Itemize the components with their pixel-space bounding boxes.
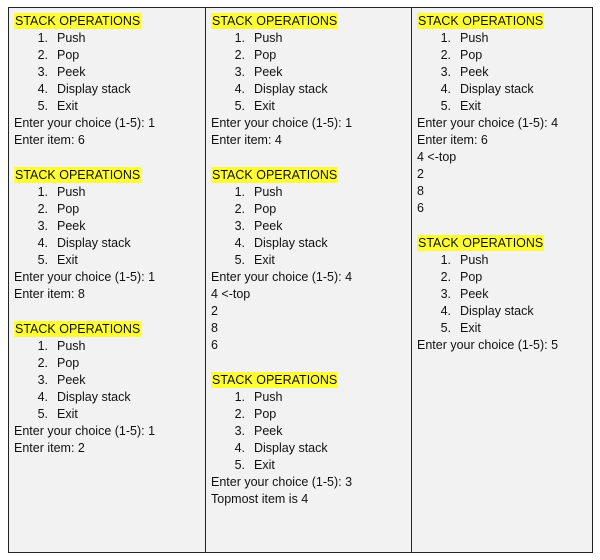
output-column-3: [411, 8, 592, 552]
menu-item: [417, 30, 587, 47]
menu-item-label: Exit: [57, 99, 78, 113]
output-line: Enter item: 4: [211, 133, 282, 147]
menu-item-number: 1.: [37, 185, 48, 199]
menu-item: [417, 47, 587, 64]
menu-item-number: 4.: [37, 390, 48, 404]
menu-item-number: 5.: [37, 99, 48, 113]
menu-item-label: Display stack: [254, 82, 328, 96]
menu-item-number: 4.: [234, 441, 245, 455]
menu-item-label: Push: [460, 253, 489, 267]
menu-item-label: Pop: [254, 48, 277, 62]
menu-item: [14, 355, 200, 372]
menu-title: STACK OPERATIONS: [212, 14, 338, 28]
output-line: 8: [211, 321, 218, 335]
menu-item: [14, 81, 200, 98]
menu-item-label: Exit: [254, 458, 275, 472]
output-line: 4 <-top: [211, 287, 251, 301]
menu-item: [14, 406, 200, 423]
menu-title: STACK OPERATIONS: [15, 168, 141, 182]
menu-item-number: 1.: [440, 31, 451, 45]
menu-item-number: 1.: [234, 185, 245, 199]
menu-item-label: Push: [57, 339, 86, 353]
menu-item-number: 2.: [234, 48, 245, 62]
menu-item-number: 5.: [234, 253, 245, 267]
session-block: [417, 13, 587, 217]
output-line: Enter your choice (1-5): 5: [417, 338, 559, 352]
menu-item: [417, 303, 587, 320]
menu-item-number: 1.: [234, 390, 245, 404]
menu-item: [417, 64, 587, 81]
menu-item-label: Pop: [460, 48, 483, 62]
menu-item: [14, 64, 200, 81]
menu-item-number: 3.: [234, 219, 245, 233]
menu-item-number: 4.: [37, 236, 48, 250]
menu-item: [417, 81, 587, 98]
menu-item: [211, 252, 406, 269]
menu-item-label: Pop: [57, 202, 80, 216]
menu-item-label: Exit: [254, 253, 275, 267]
menu-item-number: 4.: [440, 304, 451, 318]
output-line: Enter item: 6: [417, 133, 488, 147]
menu-item: [211, 81, 406, 98]
menu-item: [14, 218, 200, 235]
menu-item-label: Pop: [57, 356, 80, 370]
output-column-1: [9, 8, 205, 552]
menu-item-label: Display stack: [460, 82, 534, 96]
output-line: Enter your choice (1-5): 4: [417, 116, 559, 130]
menu-item-label: Push: [254, 31, 283, 45]
menu-item: [14, 184, 200, 201]
menu-item-label: Pop: [254, 202, 277, 216]
menu-item-number: 2.: [440, 48, 451, 62]
menu-item: [14, 372, 200, 389]
menu-item: [417, 320, 587, 337]
output-line: 6: [211, 338, 218, 352]
menu-title: STACK OPERATIONS: [15, 322, 141, 336]
menu-item-label: Exit: [254, 99, 275, 113]
output-line: 2: [417, 167, 424, 181]
output-line: Enter your choice (1-5): 1: [14, 270, 156, 284]
menu-item-label: Exit: [460, 321, 481, 335]
output-line: Enter item: 6: [14, 133, 85, 147]
menu-item-number: 3.: [37, 219, 48, 233]
menu-list: [417, 252, 587, 337]
menu-item-label: Exit: [460, 99, 481, 113]
menu-item: [14, 201, 200, 218]
menu-item-number: 3.: [234, 424, 245, 438]
menu-item: [211, 98, 406, 115]
menu-item-number: 4.: [37, 82, 48, 96]
menu-item-label: Exit: [57, 253, 78, 267]
menu-item-label: Push: [57, 31, 86, 45]
menu-list: [14, 30, 200, 115]
menu-item: [211, 457, 406, 474]
menu-item-label: Push: [254, 185, 283, 199]
menu-list: [14, 338, 200, 423]
output-line: Enter your choice (1-5): 1: [14, 424, 156, 438]
menu-item-number: 2.: [234, 407, 245, 421]
menu-list: [211, 184, 406, 269]
menu-item: [211, 184, 406, 201]
menu-item: [417, 269, 587, 286]
menu-item-number: 2.: [234, 202, 245, 216]
menu-item-label: Pop: [460, 270, 483, 284]
output-line: Enter item: 8: [14, 287, 85, 301]
session-block: [14, 13, 200, 149]
session-block: [211, 167, 406, 354]
session-block: [211, 13, 406, 149]
output-line: Enter item: 2: [14, 441, 85, 455]
menu-item-label: Pop: [57, 48, 80, 62]
menu-item-number: 3.: [234, 65, 245, 79]
menu-item-number: 5.: [37, 407, 48, 421]
menu-item: [211, 201, 406, 218]
session-block: [14, 167, 200, 303]
menu-item-label: Display stack: [254, 236, 328, 250]
menu-title: STACK OPERATIONS: [15, 14, 141, 28]
menu-item-number: 1.: [234, 31, 245, 45]
menu-item: [211, 235, 406, 252]
console-output-table: [8, 7, 593, 553]
menu-item-number: 5.: [440, 321, 451, 335]
menu-item-label: Push: [460, 31, 489, 45]
menu-item-number: 2.: [37, 356, 48, 370]
menu-item-number: 1.: [37, 31, 48, 45]
menu-item-number: 4.: [440, 82, 451, 96]
menu-item: [211, 389, 406, 406]
menu-item-number: 3.: [37, 65, 48, 79]
menu-item: [417, 252, 587, 269]
menu-item-number: 4.: [234, 82, 245, 96]
output-line: 4 <-top: [417, 150, 457, 164]
menu-item-number: 3.: [440, 287, 451, 301]
menu-item: [14, 235, 200, 252]
menu-item-label: Display stack: [57, 82, 131, 96]
session-block: [14, 321, 200, 457]
menu-item-label: Display stack: [254, 441, 328, 455]
menu-item-label: Peek: [460, 287, 489, 301]
menu-item: [211, 440, 406, 457]
menu-item-label: Push: [254, 390, 283, 404]
menu-list: [211, 389, 406, 474]
menu-item-number: 5.: [234, 458, 245, 472]
output-line: Enter your choice (1-5): 4: [211, 270, 353, 284]
output-column-2: [205, 8, 411, 552]
menu-item-label: Display stack: [57, 390, 131, 404]
output-line: Enter your choice (1-5): 3: [211, 475, 353, 489]
menu-item-number: 1.: [440, 253, 451, 267]
menu-item: [211, 406, 406, 423]
menu-item: [14, 30, 200, 47]
output-line: Enter your choice (1-5): 1: [14, 116, 156, 130]
menu-item-label: Peek: [57, 65, 86, 79]
menu-item-label: Peek: [57, 219, 86, 233]
session-block: [211, 372, 406, 508]
output-line: 6: [417, 201, 424, 215]
menu-item: [211, 30, 406, 47]
menu-item-number: 3.: [37, 373, 48, 387]
menu-item-number: 5.: [37, 253, 48, 267]
menu-item-label: Peek: [57, 373, 86, 387]
menu-item-label: Push: [57, 185, 86, 199]
menu-item-label: Peek: [460, 65, 489, 79]
menu-list: [14, 184, 200, 269]
menu-item-label: Peek: [254, 219, 283, 233]
menu-title: STACK OPERATIONS: [212, 168, 338, 182]
menu-item-number: 2.: [440, 270, 451, 284]
menu-list: [417, 30, 587, 115]
menu-item-number: 4.: [234, 236, 245, 250]
menu-item-number: 1.: [37, 339, 48, 353]
session-block: [417, 235, 587, 354]
menu-item-label: Peek: [254, 424, 283, 438]
menu-list: [211, 30, 406, 115]
menu-item: [417, 286, 587, 303]
menu-item: [211, 218, 406, 235]
menu-item: [14, 252, 200, 269]
menu-item-number: 2.: [37, 202, 48, 216]
menu-item-number: 5.: [440, 99, 451, 113]
output-line: Topmost item is 4: [211, 492, 309, 506]
menu-item: [211, 423, 406, 440]
menu-item: [14, 389, 200, 406]
menu-item: [211, 47, 406, 64]
output-line: 2: [211, 304, 218, 318]
menu-title: STACK OPERATIONS: [418, 236, 544, 250]
menu-item: [14, 98, 200, 115]
menu-item-label: Display stack: [460, 304, 534, 318]
menu-item-number: 2.: [37, 48, 48, 62]
output-line: 8: [417, 184, 424, 198]
menu-item-label: Exit: [57, 407, 78, 421]
menu-item: [417, 98, 587, 115]
menu-title: STACK OPERATIONS: [418, 14, 544, 28]
menu-item-label: Display stack: [57, 236, 131, 250]
output-line: Enter your choice (1-5): 1: [211, 116, 353, 130]
menu-item-number: 5.: [234, 99, 245, 113]
menu-item-number: 3.: [440, 65, 451, 79]
menu-item-label: Peek: [254, 65, 283, 79]
menu-item: [211, 64, 406, 81]
menu-item: [14, 338, 200, 355]
menu-item: [14, 47, 200, 64]
menu-item-label: Pop: [254, 407, 277, 421]
menu-title: STACK OPERATIONS: [212, 373, 338, 387]
